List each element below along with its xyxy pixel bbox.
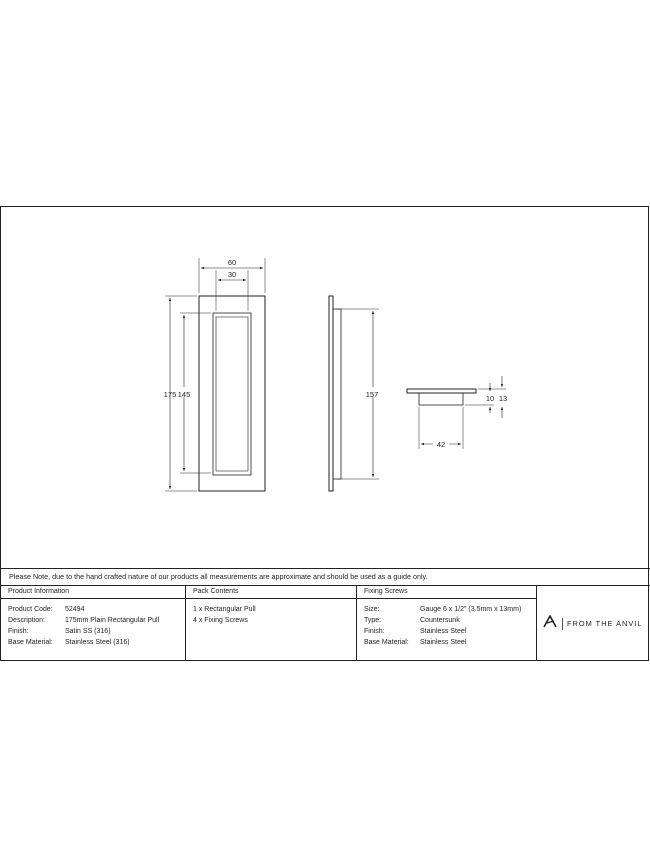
brand-name: FROM THE ANVIL (567, 619, 643, 628)
drawing-sheet (0, 206, 649, 661)
pack-item: 1 x Rectangular Pull (193, 606, 256, 613)
product-information-panel (1, 586, 186, 661)
screw-value: Gauge 6 x 1/2" (3.5mm x 13mm) (420, 606, 522, 613)
info-label: Base Material: (8, 639, 53, 646)
measurement-note: Please Note, due to the hand crafted nature of our products all measurements are approximate and should be used as a guide only. (1, 568, 650, 586)
front-recess-inner (216, 317, 248, 471)
screw-value: Stainless Steel (420, 639, 467, 646)
side-recess-body (333, 309, 341, 479)
info-row-product-code (8, 604, 185, 615)
screw-row-base-material (364, 637, 536, 648)
dim-label-side-height: 157 (365, 390, 379, 399)
front-outer-plate (199, 296, 265, 491)
end-recess-body (419, 393, 463, 405)
pack-item: 4 x Fixing Screws (193, 617, 248, 624)
info-value: Stainless Steel (316) (65, 639, 130, 646)
fixing-screws-heading: Fixing Screws (357, 586, 536, 599)
dim-label-recess-depth: 10 (485, 394, 495, 403)
dim-label-overall-width: 60 (227, 258, 237, 267)
info-value: 52494 (65, 606, 85, 613)
dim-label-inner-height: 145 (177, 390, 191, 399)
screw-row-finish (364, 626, 536, 637)
dim-label-inner-width: 30 (227, 270, 237, 279)
screw-row-type (364, 615, 536, 626)
info-value: Satin SS (316) (65, 628, 111, 635)
pack-contents-panel (186, 586, 357, 661)
screw-label: Size: (364, 606, 380, 613)
front-recess-outer (213, 313, 251, 475)
brand-block (537, 586, 648, 661)
end-plate (407, 389, 476, 393)
info-label: Finish: (8, 628, 29, 635)
screw-label: Finish: (364, 628, 385, 635)
screw-value: Countersunk (420, 617, 460, 624)
info-row-finish (8, 626, 185, 637)
screw-value: Stainless Steel (420, 628, 467, 635)
screw-row-size (364, 604, 536, 615)
side-plate (329, 296, 333, 491)
info-label: Product Code: (8, 606, 53, 613)
info-label: Description: (8, 617, 45, 624)
info-row-description (8, 615, 185, 626)
dim-label-total-depth: 13 (498, 394, 508, 403)
info-value: 175mm Plain Rectangular Pull (65, 617, 160, 624)
dim-label-recess-length: 42 (436, 440, 446, 449)
fixing-screws-panel (357, 586, 537, 661)
pack-contents-heading: Pack Contents (186, 586, 356, 599)
screw-label: Type: (364, 617, 382, 624)
technical-drawing (1, 207, 648, 567)
anvil-a-logo-icon (543, 615, 557, 633)
product-information-heading: Product Information (1, 586, 185, 599)
dim-label-overall-height: 175 (163, 390, 177, 399)
brand-separator (562, 618, 563, 630)
info-row-base-material (8, 637, 185, 648)
screw-label: Base Material: (364, 639, 409, 646)
